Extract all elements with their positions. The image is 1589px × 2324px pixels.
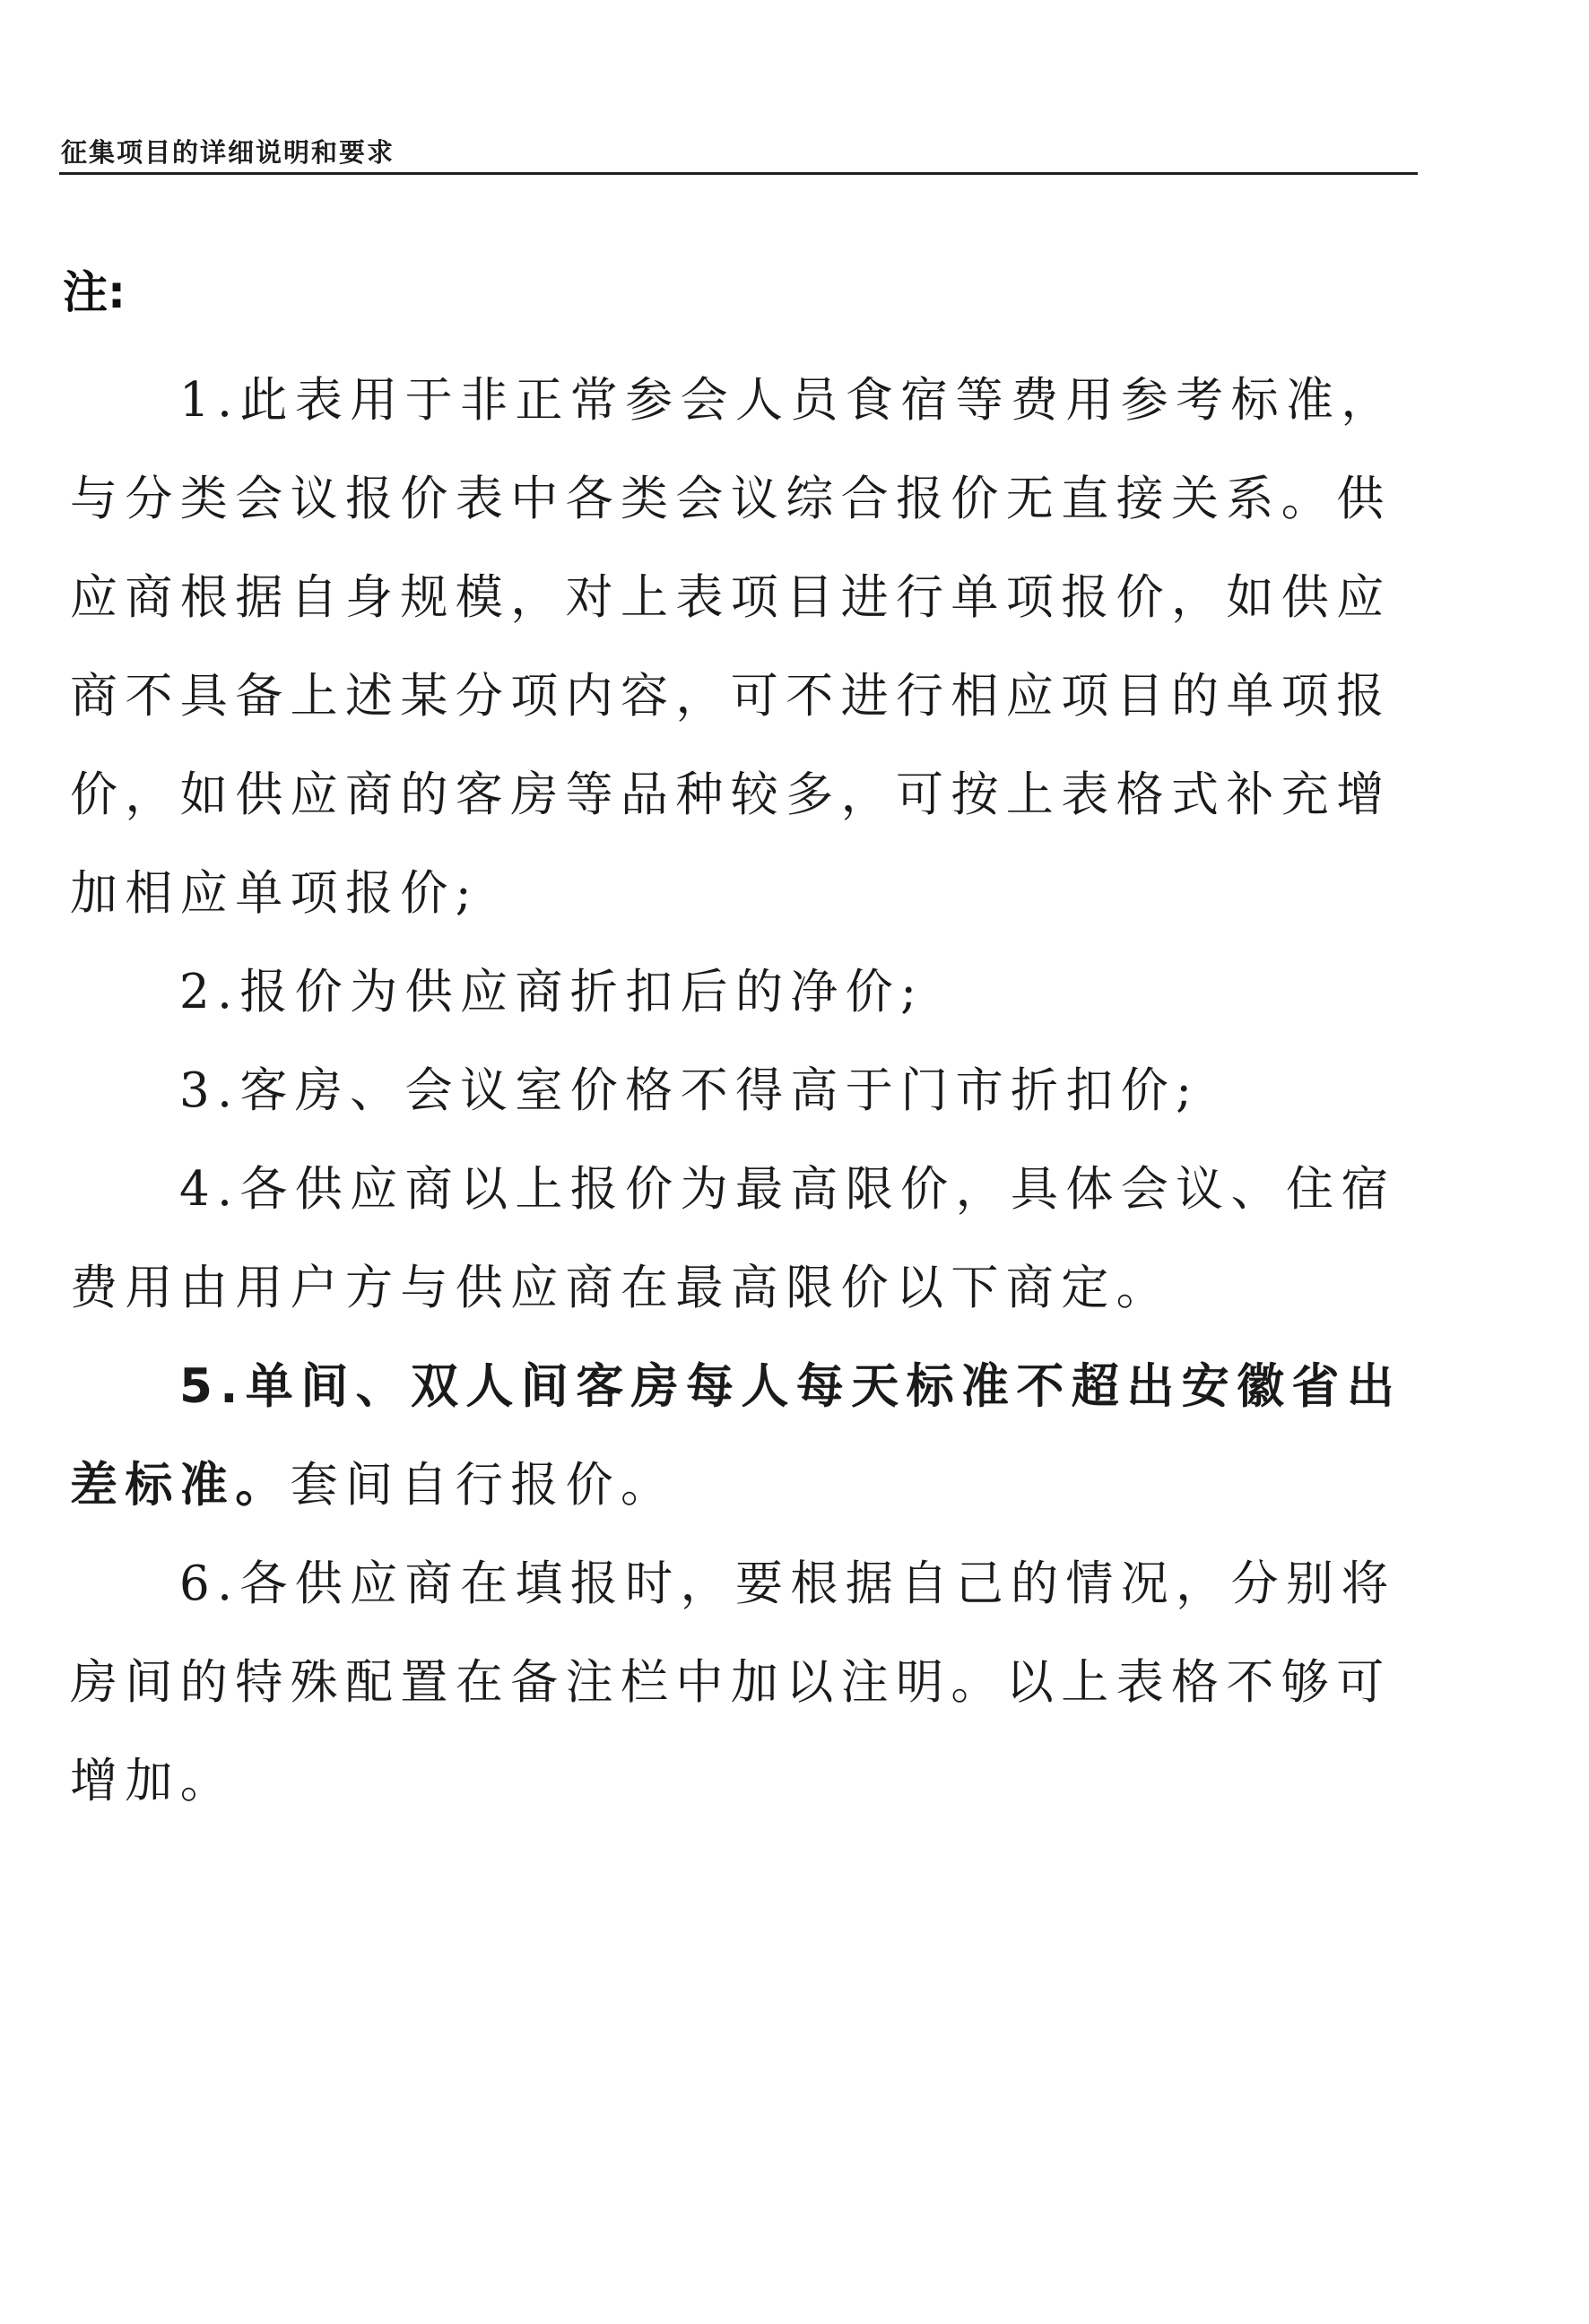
note-item-1: 1.此表用于非正常参会人员食宿等费用参考标准，与分类会议报价表中各类会议综合报价无直接关系。供应商根据自身规模，对上表项目进行单项报价，如供应商不具备上述某分项内容，可不进行相应项目的单项报价，如供应商的客房等品种较多，可按上表格式补充增加相应单项报价; — [70, 373, 1396, 921]
note-item-5-rest: 套间自行报价。 — [290, 1458, 676, 1513]
note-item-3: 3.客房、会议室价格不得高于门市折扣价; — [179, 1063, 1200, 1118]
note-item-4: 4.各供应商以上报价为最高限价，具体会议、住宿费用由用户方与供应商在最高限价以下商定。 — [70, 1162, 1396, 1315]
running-header: 征集项目的详细说明和要求 — [61, 137, 395, 168]
note-item-5 — [70, 1338, 1429, 1535]
note-item-2: 2.报价为供应商折扣后的净价; — [179, 965, 925, 1019]
note-item-5-emphasis: 5.单间、双人间客房每人每天标准不超出安徽省出差标准。 — [70, 1359, 1402, 1513]
notes-title: 注: — [63, 266, 126, 318]
note-item-6: 6.各供应商在填报时，要根据自己的情况，分别将房间的特殊配置在备注栏中加以注明。以上表格不够可增加。 — [70, 1557, 1396, 1808]
notes-list — [70, 351, 1429, 1831]
header-rule — [59, 172, 1418, 175]
